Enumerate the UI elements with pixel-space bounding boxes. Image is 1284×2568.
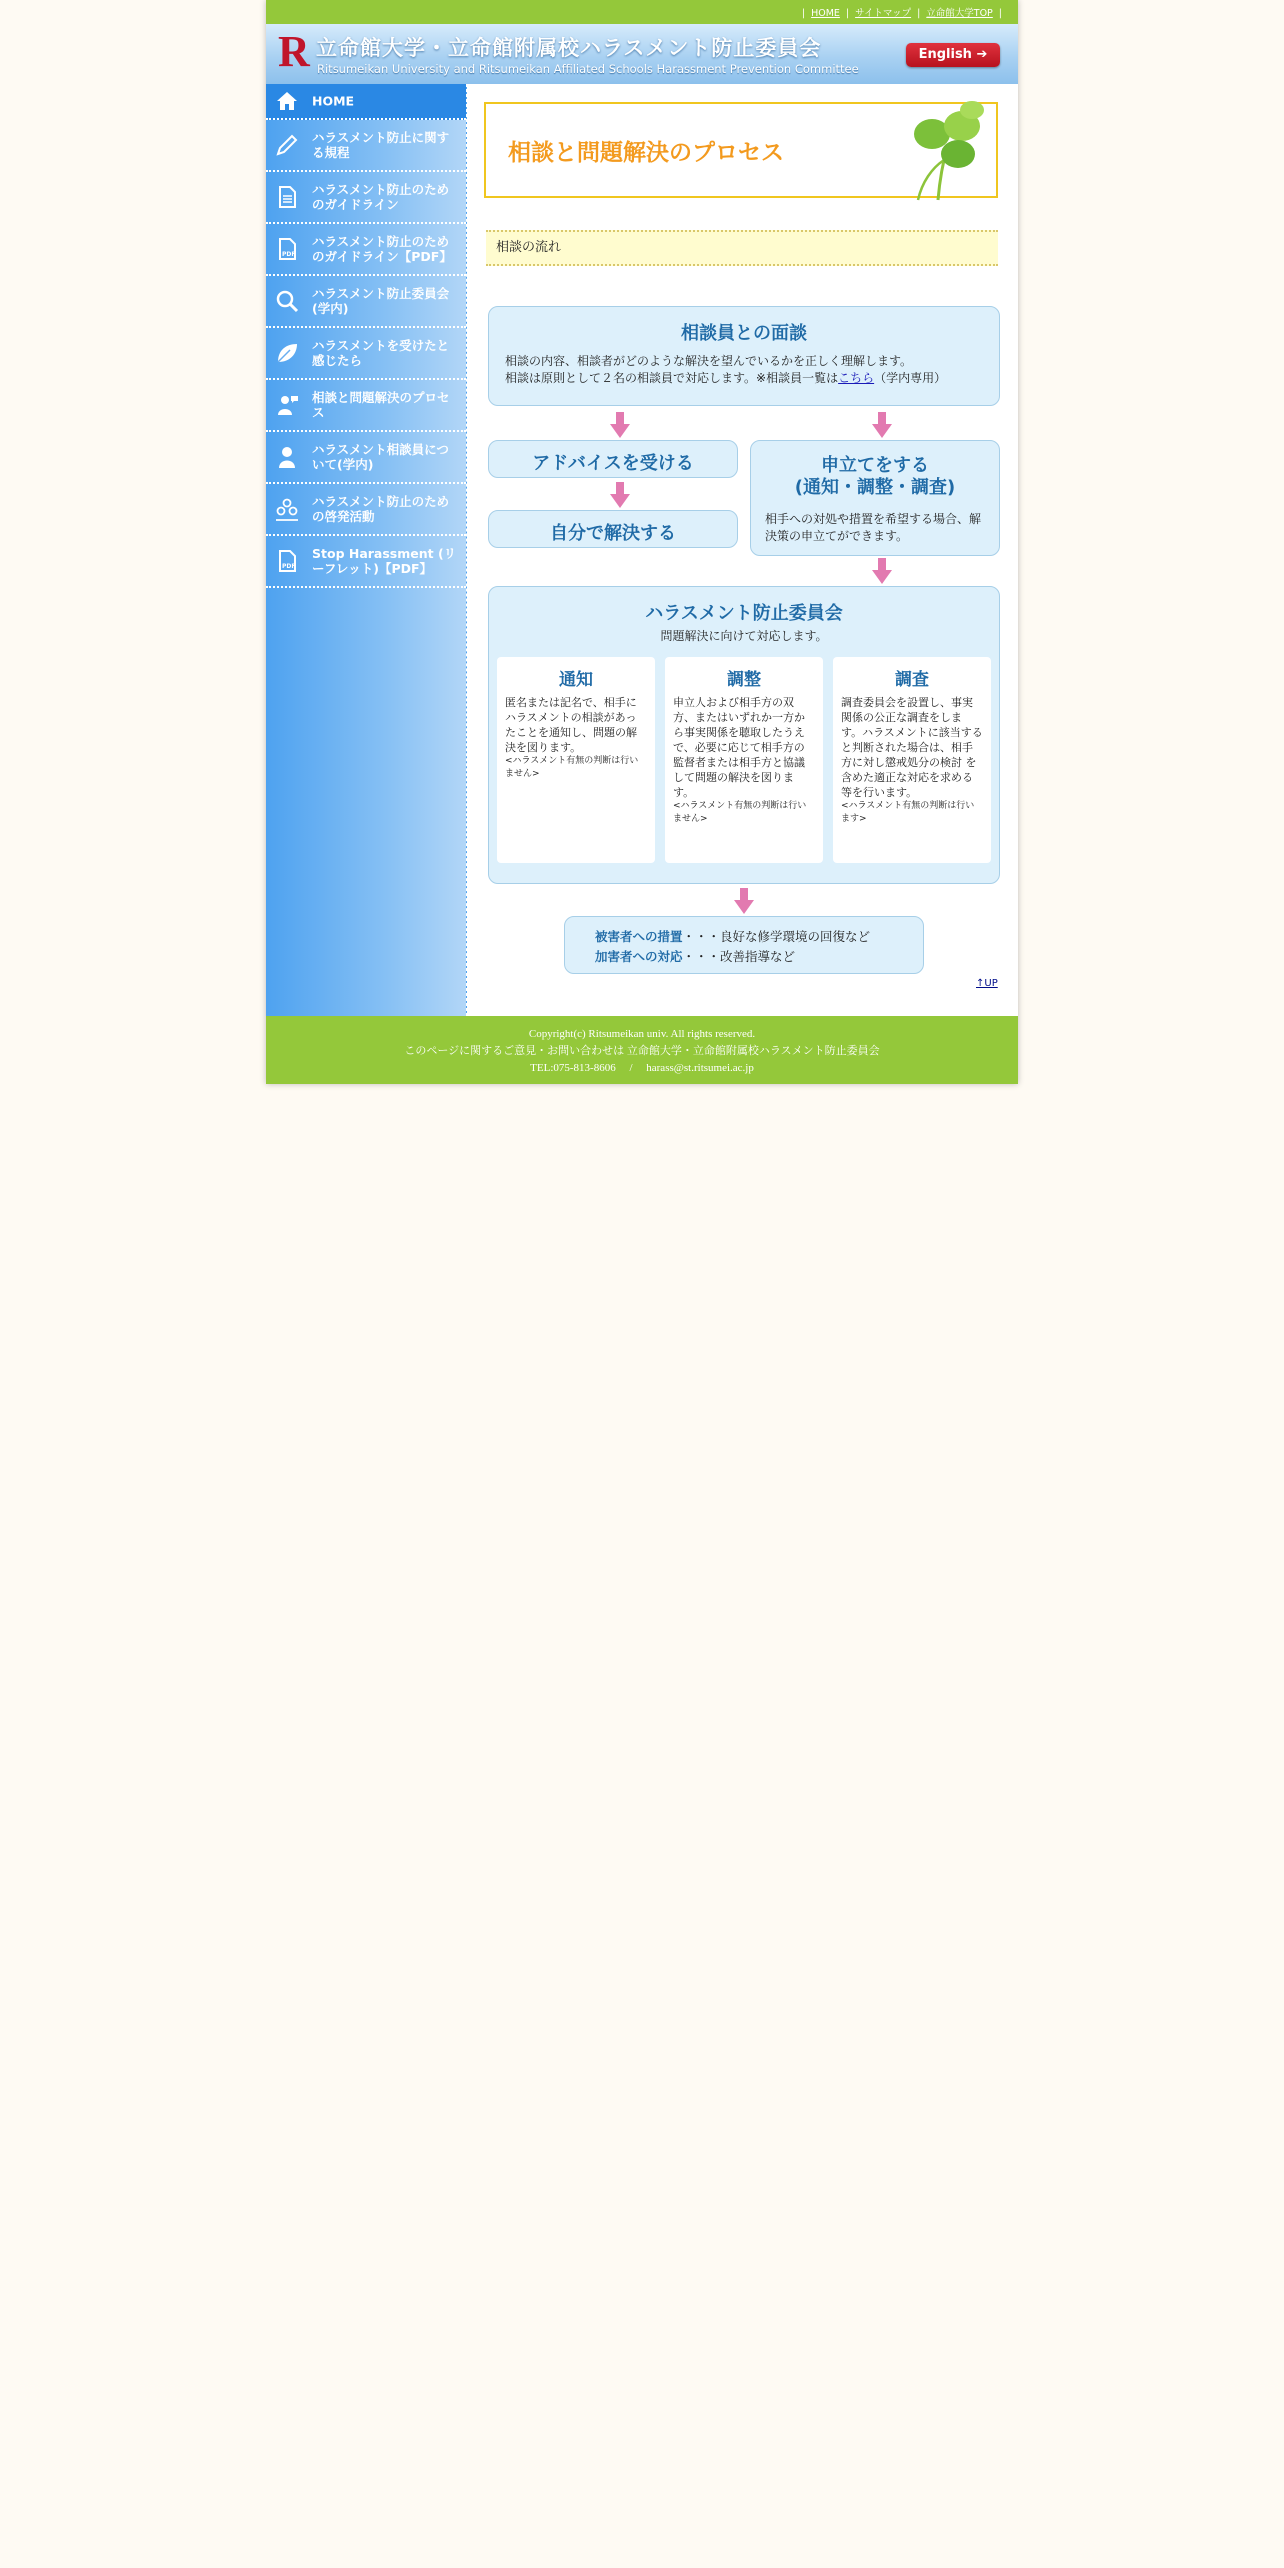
measures-box (564, 916, 924, 974)
committee-subtitle: 問題解決に向けて対応します。 (660, 629, 828, 643)
measure-label: 被害者への措置 (595, 929, 683, 944)
card-title: 調査 (895, 670, 929, 690)
ritsumeikan-logo-icon[interactable]: R (278, 27, 310, 76)
pdf-icon (274, 236, 300, 262)
footer-tel: TEL:075-813-8606 (530, 1062, 616, 1074)
sidebar-item-awareness[interactable] (266, 484, 466, 536)
sidebar-item-label: ハラスメント防止のためのガイドライン【PDF】 (312, 234, 452, 264)
interview-line1: 相談の内容、相談者がどのような解決を望んでいるかを正しく理解します。 (505, 354, 913, 368)
card-note: <ハラスメント有無の判断は行いません> (673, 801, 807, 824)
card-title: 調整 (727, 670, 761, 690)
petition-body: 相手への対処や措置を希望する場合、解決策の申立てができます。 (765, 512, 982, 543)
petition-title (751, 455, 999, 499)
interview-title: 相談員との面談 (681, 323, 807, 344)
committee-title: ハラスメント防止委員会 (645, 603, 843, 624)
sidebar-item-label: ハラスメント防止委員会(学内) (312, 286, 450, 316)
petition-title-line1: 申立てをする (821, 455, 929, 476)
back-to-top-link[interactable]: ↑UP (976, 978, 998, 989)
group-icon (274, 496, 300, 522)
english-label: English (918, 47, 972, 62)
document-icon (274, 184, 300, 210)
footer-contact-details: TEL:075-813-8606 / harass@st.ritsumei.ac.jp (530, 1062, 754, 1074)
home-icon (274, 88, 300, 114)
sidebar-item-regulations[interactable] (266, 120, 466, 172)
sidebar-item-committee[interactable] (266, 276, 466, 328)
advice-box (488, 440, 738, 478)
self-solve-label: 自分で解決する (550, 523, 676, 544)
top-links: | HOME | サイトマップ | 立命館大学TOP | (801, 8, 1002, 19)
site-title[interactable]: 立命館大学・立命館附属校ハラスメント防止委員会 (316, 36, 822, 60)
sidebar-item-leaflet-pdf[interactable] (266, 536, 466, 588)
top-link-university[interactable]: 立命館大学TOP (926, 8, 993, 19)
sidebar-item-home[interactable] (266, 84, 466, 120)
sidebar-item-label: 相談と問題解決のプロセス (312, 390, 450, 420)
measure-label: 加害者への対応 (595, 949, 683, 964)
petition-box (750, 440, 1000, 556)
pencil-icon (274, 132, 300, 158)
measure-offender (595, 947, 870, 967)
svg-text:PDF: PDF (282, 563, 296, 570)
sidebar-item-label: ハラスメント防止に関する規程 (312, 130, 450, 160)
measure-text: ・・・改善指導など (682, 949, 796, 964)
leaf-icon (274, 340, 300, 366)
card-body (673, 695, 815, 826)
footer-copyright: Copyright(c) Ritsumeikan univ. All rights reserved. (528, 1028, 756, 1040)
arrow-right-icon: ➔ (976, 47, 988, 62)
interview-line2-suffix: （学内専用） (874, 371, 947, 385)
sidebar-item-if-harassed[interactable] (266, 328, 466, 380)
sidebar-item-guidelines-pdf[interactable] (266, 224, 466, 276)
card-text: 調査委員会を設置し、事実関係の公正な調査をします。ハラスメントに該当すると判断された場合は、相手方に対し懲戒処分の検討 を含めた適正な対応を求める等を行います。 (841, 696, 983, 799)
interview-box (488, 306, 1000, 406)
petition-title-line2: (通知・調整・調査) (794, 477, 956, 498)
sidebar-item-process[interactable] (266, 380, 466, 432)
sidebar-item-label: Stop Harassment (リーフレット)【PDF】 (312, 546, 457, 576)
svg-text:PDF: PDF (282, 251, 296, 258)
top-bar (266, 0, 1018, 24)
advice-label: アドバイスを受ける (532, 453, 694, 474)
interview-line2-prefix: 相談は原則として２名の相談員で対応します。※相談員一覧は (505, 371, 839, 385)
sidebar-item-label: ハラスメント防止のための啓発活動 (312, 494, 450, 524)
card-note: <ハラスメント有無の判断は行いません> (505, 756, 639, 779)
card-title: 通知 (559, 670, 593, 690)
card-body (841, 695, 983, 826)
page-title-banner (484, 102, 998, 198)
arrow-down-icon (609, 412, 631, 438)
committee-box (488, 586, 1000, 884)
sidebar-nav (266, 84, 467, 1016)
sidebar-item-label: ハラスメント相談員について(学内) (312, 442, 449, 472)
measure-text: ・・・良好な修学環境の回復など (682, 929, 871, 944)
site-footer (266, 1016, 1018, 1084)
interview-line2 (505, 370, 995, 387)
card-text: 匿名または記名で、相手にハラスメントの相談があったことを通知し、問題の解決を図ります。 (505, 696, 637, 754)
footer-email[interactable]: harass@st.ritsumei.ac.jp (646, 1062, 754, 1074)
arrow-down-icon (733, 888, 755, 914)
card-investigation (833, 657, 991, 863)
section-heading: 相談の流れ (486, 230, 998, 266)
top-link-sitemap[interactable]: サイトマップ (855, 8, 912, 19)
page-container (266, 0, 1018, 1084)
page-title: 相談と問題解決のプロセス (508, 140, 784, 166)
site-header (266, 24, 1018, 84)
site-subtitle: Ritsumeikan University and Ritsumeikan Affiliated Schools Harassment Prevention Committee (317, 62, 859, 76)
card-note: <ハラスメント有無の判断は行います> (841, 801, 975, 824)
sidebar-item-label: HOME (312, 93, 355, 109)
card-adjustment (665, 657, 823, 863)
magnifier-icon (274, 288, 300, 314)
sidebar-item-label: ハラスメントを受けたと感じたら (312, 338, 450, 368)
sidebar-item-counselors[interactable] (266, 432, 466, 484)
self-solve-box (488, 510, 738, 548)
card-body (505, 695, 647, 781)
card-notification (497, 657, 655, 863)
card-text: 申立人および相手方の双方、またはいずれか一方から事実関係を聴取したうえで、必要に応じて相手方の監督者または相手方と協議して問題の解決を図ります。 (673, 696, 805, 799)
english-button[interactable] (906, 43, 1000, 67)
interview-body (505, 353, 995, 387)
person-icon (274, 444, 300, 470)
main-content (466, 84, 1018, 1016)
measures-list (595, 927, 870, 967)
clover-icon (888, 96, 996, 204)
pdf-icon (274, 548, 300, 574)
measure-victim (595, 927, 870, 947)
arrow-down-icon (609, 482, 631, 508)
person-talk-icon (274, 392, 300, 418)
sidebar-item-guidelines[interactable] (266, 172, 466, 224)
arrow-down-icon (871, 412, 893, 438)
footer-contact: このページに関するご意見・お問い合わせは 立命館大学・立命館附属校ハラスメント防止委員会 (404, 1045, 880, 1057)
counselor-list-link[interactable]: こちら (838, 371, 875, 385)
top-link-home[interactable]: HOME (811, 8, 840, 19)
arrow-down-icon (871, 558, 893, 584)
sidebar-item-label: ハラスメント防止のためのガイドライン (312, 182, 450, 212)
